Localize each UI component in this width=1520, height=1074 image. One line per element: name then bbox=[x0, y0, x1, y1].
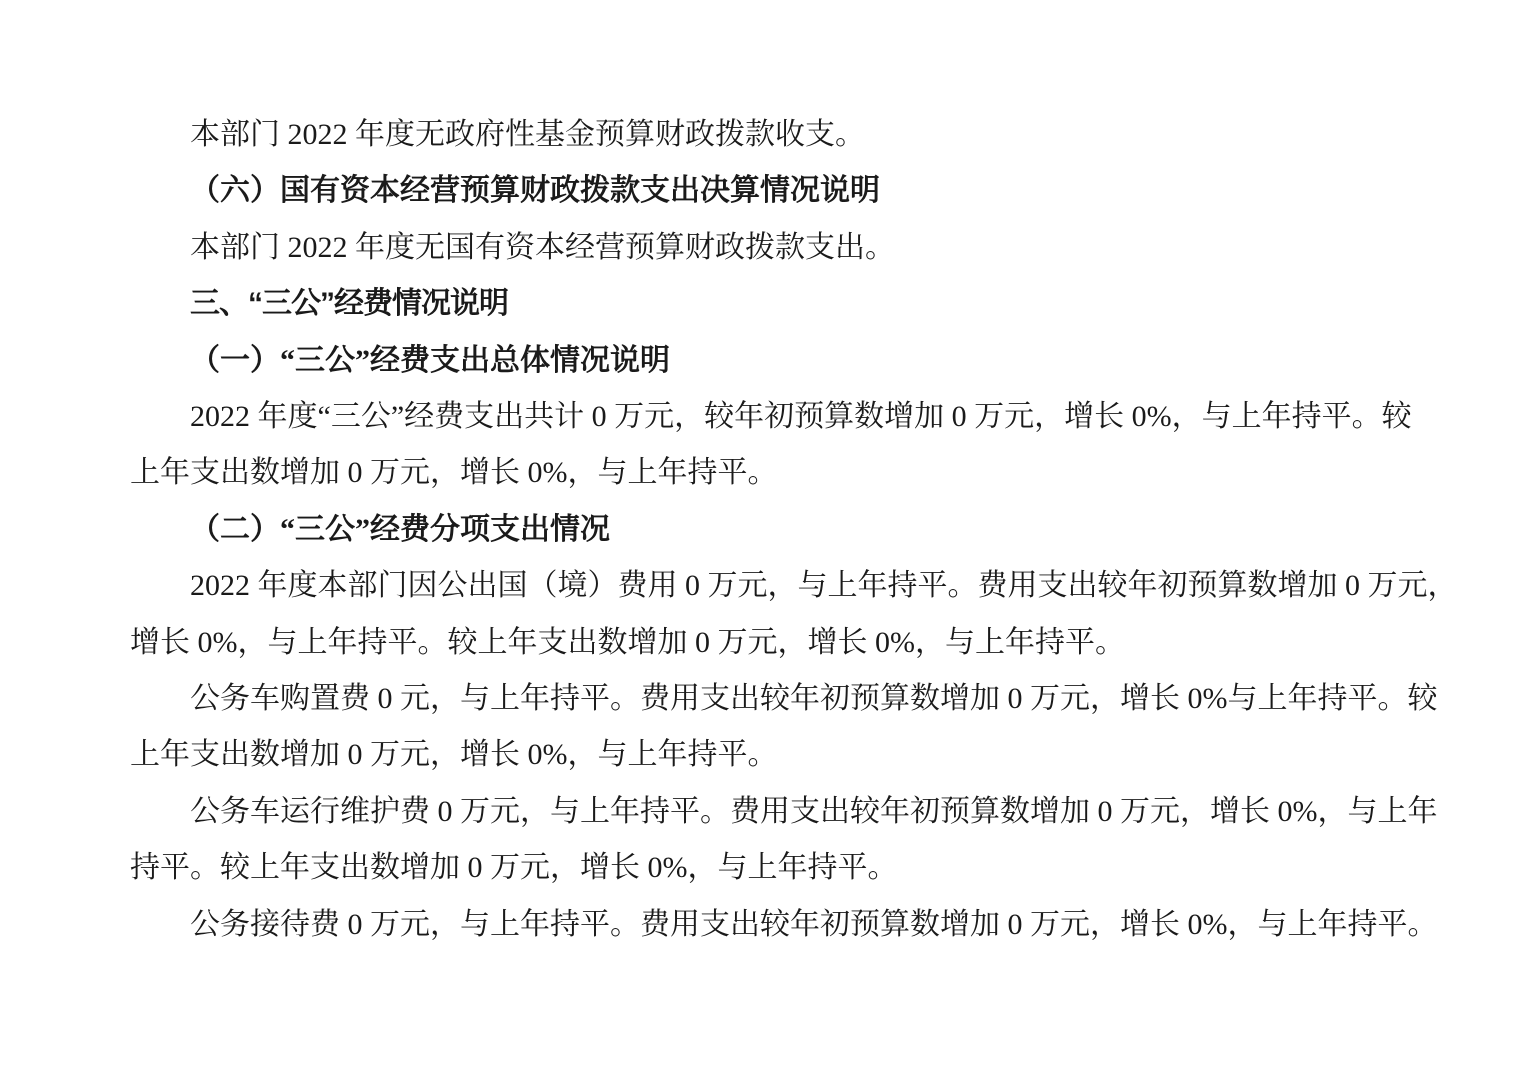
heading-3-1 bbox=[130, 333, 1391, 389]
paragraph-no-gov-fund-budget bbox=[130, 107, 1391, 163]
text-line: 持平。较上年支出数增加 0 万元，增长 0%，与上年持平。 bbox=[130, 851, 898, 885]
text-line: 增长 0%，与上年持平。较上年支出数增加 0 万元，增长 0%，与上年持平。 bbox=[130, 625, 1125, 659]
text-line: 2022 年度本部门因公出国（境）费用 0 万元，与上年持平。费用支出较年初预算数增加 0 万元， bbox=[190, 569, 1458, 603]
heading-3-2 bbox=[130, 502, 1391, 558]
paragraph-no-state-capital-budget bbox=[130, 220, 1391, 276]
text-line: （一）“三公”经费支出总体情况说明 bbox=[190, 343, 670, 377]
heading-section-6 bbox=[130, 163, 1391, 219]
paragraph-car-purchase-expense bbox=[130, 671, 1438, 784]
text-line: 上年支出数增加 0 万元，增长 0%，与上年持平。 bbox=[130, 456, 778, 490]
document-content bbox=[130, 107, 1458, 953]
text-line: （二）“三公”经费分项支出情况 bbox=[190, 512, 610, 546]
text-line: 上年支出数增加 0 万元，增长 0%，与上年持平。 bbox=[130, 738, 778, 772]
text-line: 2022 年度“三公”经费支出共计 0 万元，较年初预算数增加 0 万元，增长 0%，与上年持平。较 bbox=[190, 400, 1412, 434]
text-line: （六）国有资本经营预算财政拨款支出决算情况说明 bbox=[190, 174, 880, 208]
heading-part-3 bbox=[130, 276, 1391, 332]
text-line: 公务车运行维护费 0 万元，与上年持平。费用支出较年初预算数增加 0 万元，增长 0%，与上年 bbox=[190, 794, 1438, 828]
text-line: 三、“三公”经费情况说明 bbox=[190, 287, 508, 321]
text-line: 公务车购置费 0 元，与上年持平。费用支出较年初预算数增加 0 万元，增长 0%与上年持平。较 bbox=[190, 682, 1438, 716]
paragraph-abroad-expense bbox=[130, 558, 1458, 671]
paragraph-reception-expense bbox=[130, 897, 1438, 953]
text-line: 公务接待费 0 万元，与上年持平。费用支出较年初预算数增加 0 万元，增长 0%，与上年持平。 bbox=[190, 907, 1438, 941]
text-line: 本部门 2022 年度无国有资本经营预算财政拨款支出。 bbox=[190, 230, 895, 264]
text-line: 本部门 2022 年度无政府性基金预算财政拨款收支。 bbox=[190, 118, 865, 151]
paragraph-total-expense bbox=[130, 389, 1412, 502]
paragraph-car-maintenance-expense bbox=[130, 784, 1438, 897]
